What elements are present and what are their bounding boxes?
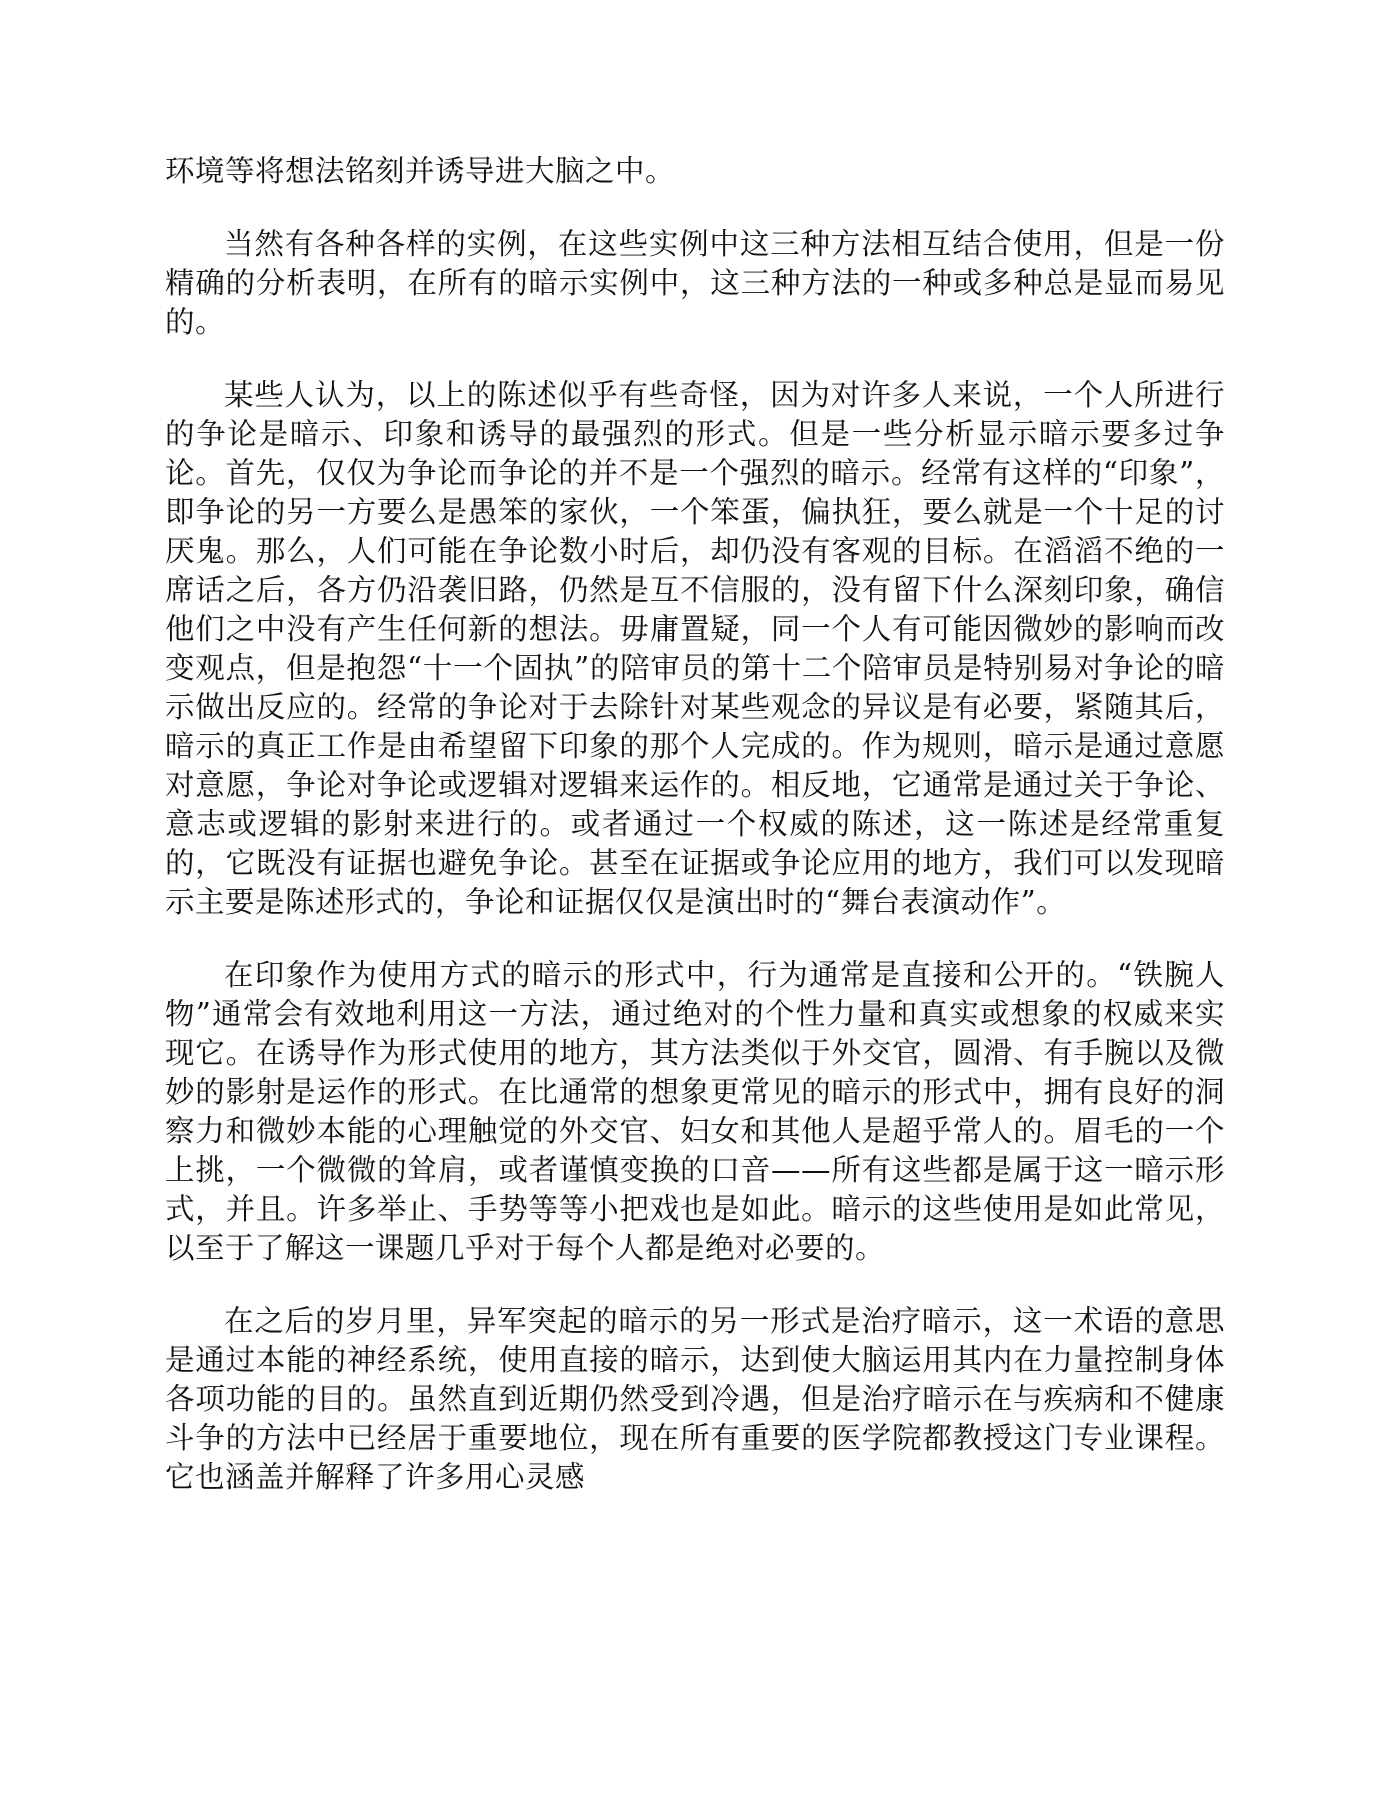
paragraph-therapeutic-suggestion: 在之后的岁月里，异军突起的暗示的另一形式是治疗暗示，这一术语的意思是通过本能的神经系统，使用直接的暗示，达到使大脑运用其内在力量控制身体各项功能的目的。虽然直到近期仍然受到冷遇，但是治疗暗示在与疾病和不健康斗争的方法中已经居于重要地位，现在所有重要的医学院都教授这门专业课程。它也涵盖并解释了许多用心灵感: [165, 1304, 1225, 1494]
document-page: [165, 152, 1225, 1531]
paragraph-methods-combined: 当然有各种各样的实例，在这些实例中这三种方法相互结合使用，但是一份精确的分析表明，在所有的暗示实例中，这三种方法的一种或多种总是显而易见的。: [165, 227, 1225, 339]
paragraph-argument-vs-suggestion: 某些人认为，以上的陈述似乎有些奇怪，因为对许多人来说，一个人所进行的争论是暗示、印象和诱导的最强烈的形式。但是一些分析显示暗示要多过争论。首先，仅仅为争论而争论的并不是一个强烈的暗示。经常有这样的“印象”，即争论的另一方要么是愚笨的家伙，一个笨蛋，偏执狂，要么就是一个十足的讨厌鬼。那么，人们可能在争论数小时后，却仍没有客观的目标。在滔滔不绝的一席话之后，各方仍沿袭旧路，仍然是互不信服的，没有留下什么深刻印象，确信他们之中没有产生任何新的想法。毋庸置疑，同一个人有可能因微妙的影响而改变观点，但是抱怨“十一个固执”的陪审员的第十二个陪审员是特别易对争论的暗示做出反应的。经常的争论对于去除针对某些观念的异议是有必要，紧随其后，暗示的真正工作是由希望留下印象的那个人完成的。作为规则，暗示是通过意愿对意愿，争论对争论或逻辑对逻辑来运作的。相反地，它通常是通过关于争论、意志或逻辑的影射来进行的。或者通过一个权威的陈述，这一陈述是经常重复的，它既没有证据也避免争论。甚至在证据或争论应用的地方，我们可以发现暗示主要是陈述形式的，争论和证据仅仅是演出时的“舞台表演动作”。: [165, 378, 1225, 919]
paragraph-impression-form: 在印象作为使用方式的暗示的形式中，行为通常是直接和公开的。“铁腕人物”通常会有效地利用这一方法，通过绝对的个性力量和真实或想象的权威来实现它。在诱导作为形式使用的地方，其方法类似于外交官，圆滑、有手腕以及微妙的影射是运作的形式。在比通常的想象更常见的暗示的形式中，拥有良好的洞察力和微妙本能的心理触觉的外交官、妇女和其他人是超乎常人的。眉毛的一个上挑，一个微微的耸肩，或者谨慎变换的口音——所有这些都是属于这一暗示形式，并且。许多举止、手势等等小把戏也是如此。暗示的这些使用是如此常见，以至于了解这一课题几乎对于每个人都是绝对必要的。: [165, 958, 1225, 1265]
paragraph-continuation: 环境等将想法铭刻并诱导进大脑之中。: [165, 154, 676, 188]
